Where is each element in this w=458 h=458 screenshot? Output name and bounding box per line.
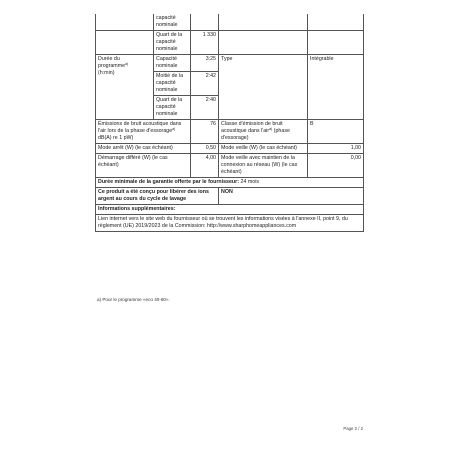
standby-label: Mode veille (W) (le cas échéant) (219, 144, 308, 154)
type-value: Intégrable (308, 55, 364, 120)
type-label: Type (219, 55, 308, 120)
table-row (96, 178, 364, 188)
table-row (96, 154, 364, 178)
page-number: Page 2 / 2 (343, 426, 363, 431)
silver-ions-label: Ce produit a été conçu pour libérer des ions argent au cours du cycle de lavage (96, 188, 219, 205)
duration-label: Durée du programme$^{a)}$ (h:min) (96, 55, 154, 120)
off-mode-value: 0,50 (191, 144, 219, 154)
noise-class-value: B (308, 120, 364, 144)
capacity-row-label: capacité nominale (154, 14, 191, 31)
warranty-row (96, 178, 364, 188)
duration-row-value: 3:25 (191, 55, 219, 72)
table-row (96, 14, 364, 31)
capacity-row-label: Quart de la capacité nominale (154, 31, 191, 55)
additional-info-heading: Informations supplémentaires: (96, 205, 364, 215)
network-standby-value: 0,00 (308, 154, 364, 178)
duration-row-value: 2:40 (191, 96, 219, 120)
warranty-value: 24 mois (239, 179, 260, 185)
duration-row-label: Capacité nominale (154, 55, 191, 72)
footnote: a) Pour le programme «eco 40-60». (97, 297, 170, 302)
silver-ions-value: NON (219, 188, 364, 205)
table-row (96, 205, 364, 215)
additional-info-text: Lien internet vers le site web du fournisseur où se trouvent les informations visées à l'annexe II, point 9, du règlement (UE) 2019/2023 de la Commission: http://www.sharphomeappliances.com (96, 215, 364, 232)
duration-row-label: Quart de la capacité nominale (154, 96, 191, 120)
table-row (96, 120, 364, 144)
noise-value: 76 (191, 120, 219, 144)
table-row (96, 215, 364, 232)
duration-row-label: Moitié de la capacité nominale (154, 72, 191, 96)
delayed-start-label: Démarrage différé (W) (le cas échéant) (96, 154, 191, 178)
standby-value: 1,00 (308, 144, 364, 154)
noise-class-label: Classe d'émission de bruit acoustique dans l'air$^{a)}$ (phase d'essorage) (219, 120, 308, 144)
off-mode-label: Mode arrêt (W) (le cas échéant) (96, 144, 191, 154)
table-row (96, 188, 364, 205)
product-information-table (95, 14, 364, 232)
duration-row-value: 2:42 (191, 72, 219, 96)
capacity-row-value: 1 330 (191, 31, 219, 55)
warranty-label: Durée minimale de la garantie offerte par le fournisseur: (98, 179, 239, 185)
table-row (96, 31, 364, 55)
delayed-start-value: 4,00 (191, 154, 219, 178)
table-row (96, 144, 364, 154)
network-standby-label: Mode veille avec maintien de la connexion au réseau (W) (le cas échéant) (219, 154, 308, 178)
noise-label: Émissions de bruit acoustique dans l'air lors de la phase d'essorage$^{a)}$ dB(A) re 1 pW) (96, 120, 191, 144)
table-row (96, 55, 364, 72)
